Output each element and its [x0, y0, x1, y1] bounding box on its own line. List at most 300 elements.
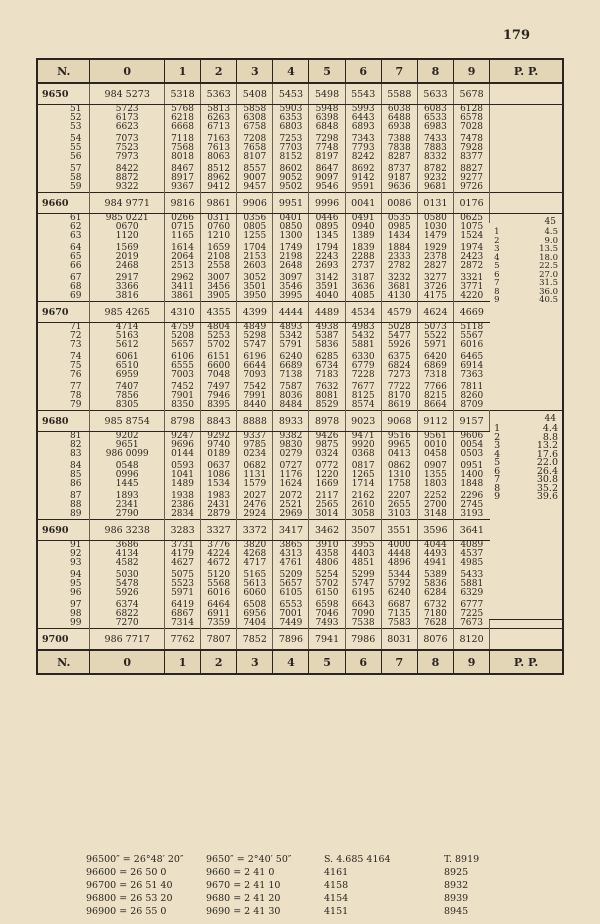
log-value: 1041 [164, 471, 200, 480]
log-value: 2064 [164, 253, 200, 262]
pp-value: 13.2 [536, 440, 558, 451]
log-value: 7587 [273, 383, 309, 392]
log-value: 5433 [460, 570, 484, 580]
table-row [38, 183, 562, 193]
footer-digit: 2 [201, 650, 237, 673]
pp-block [490, 411, 562, 620]
log-value: 8933 [273, 411, 309, 432]
note-value: 4154 [324, 893, 349, 904]
row-number: 9650 [38, 83, 90, 105]
log-value: 7497 [201, 383, 237, 392]
log-value: 7363 [460, 370, 484, 380]
log-value: 8962 [201, 174, 237, 183]
log-value: 5118 [460, 322, 484, 332]
log-value: 8063 [201, 153, 237, 162]
log-value: 6959 [90, 371, 165, 380]
log-value: 6822 [90, 610, 165, 619]
row-number: 74 [38, 353, 90, 362]
log-value: 4941 [417, 559, 453, 568]
row-number: 52 [38, 114, 90, 123]
log-value: 7523 [90, 144, 165, 153]
log-value: 2969 [273, 510, 309, 520]
log-value: 8197 [309, 153, 345, 162]
log-value: 6777 [460, 600, 484, 610]
log-value: 3726 [417, 283, 453, 292]
log-value: 9337 [237, 432, 273, 442]
log-value: 2423 [460, 252, 484, 262]
log-value: 2962 [164, 274, 200, 283]
log-value: 2341 [90, 501, 165, 510]
row-number: 56 [38, 153, 90, 162]
log-value: 9068 [381, 411, 417, 432]
log-value: 4224 [201, 550, 237, 559]
log-value: 8395 [201, 401, 237, 411]
log-value: 7901 [164, 392, 200, 401]
log-value: 8260 [460, 391, 484, 401]
footer-digit: 1 [164, 650, 200, 673]
log-value: 0805 [237, 223, 273, 232]
log-value: 2610 [345, 501, 381, 510]
log-value: 2565 [309, 501, 345, 510]
table-row [38, 559, 562, 568]
log-value: 4355 [201, 302, 237, 323]
row-number: 75 [38, 362, 90, 371]
log-value: 4220 [460, 291, 484, 301]
log-value: 1848 [460, 479, 484, 489]
log-value: 5030 [90, 571, 165, 580]
log-value: 6353 [273, 114, 309, 123]
log-value: 9875 [309, 441, 345, 450]
log-value: 5478 [90, 580, 165, 589]
log-value: 7632 [309, 383, 345, 392]
pp-digit: 2 [494, 431, 501, 443]
log-value: 8602 [273, 165, 309, 174]
log-value: 3283 [164, 520, 200, 541]
pp-digit: 7 [494, 474, 501, 485]
log-value: 4717 [237, 559, 273, 568]
log-value: 3462 [309, 520, 345, 541]
log-value: 3507 [345, 520, 381, 541]
log-value: 6060 [237, 589, 273, 598]
log-value: 9007 [237, 174, 273, 183]
log-value: 7314 [164, 619, 200, 629]
log-value: 6510 [90, 362, 165, 371]
log-value: 0311 [201, 214, 237, 224]
log-value: 9142 [345, 174, 381, 183]
log-value: 4985 [460, 558, 484, 568]
row-number: 77 [38, 383, 90, 392]
log-value: 1884 [381, 244, 417, 253]
log-value: 1714 [345, 480, 381, 489]
log-value: 1165 [164, 232, 200, 241]
log-value: 6285 [309, 353, 345, 362]
log-value: 0041 [345, 193, 381, 214]
log-value: 4000 [381, 541, 417, 551]
row-number: 67 [38, 274, 90, 283]
log-value: 9052 [273, 174, 309, 183]
log-value: 3014 [309, 510, 345, 520]
log-value: 3007 [201, 274, 237, 283]
row-number: 84 [38, 462, 90, 471]
log-value: 2827 [417, 262, 453, 271]
log-value: 6329 [460, 588, 484, 598]
log-value: 1569 [90, 244, 165, 253]
log-value: 7003 [164, 371, 200, 380]
log-value: 6195 [345, 589, 381, 598]
row-number: 65 [38, 253, 90, 262]
log-value: 0593 [164, 462, 200, 471]
log-value: 0817 [345, 462, 381, 471]
log-value: 2513 [164, 262, 200, 271]
table-body [38, 83, 562, 650]
log-value: 6956 [237, 610, 273, 619]
log-value: 8332 [417, 153, 453, 162]
log-value: 4310 [164, 302, 200, 323]
log-value: 7748 [309, 144, 345, 153]
note-value: 96900 = 26 55 0 [86, 906, 167, 917]
log-value: 8782 [417, 165, 453, 174]
log-value: 8843 [201, 411, 237, 432]
log-value: 4579 [381, 302, 417, 323]
log-value: 0535 [381, 214, 417, 224]
log-value: 9965 [381, 441, 417, 450]
log-value: 4399 [237, 302, 273, 323]
pp-value: 27.0 [539, 269, 558, 280]
log-value: 6016 [201, 589, 237, 598]
log-value: 4761 [273, 559, 309, 568]
header-digit: 9 [453, 60, 489, 83]
log-value: 0727 [273, 462, 309, 471]
log-value: 2108 [201, 253, 237, 262]
pp-value: 36.0 [539, 286, 558, 297]
log-value: 1749 [273, 244, 309, 253]
log-value: 7452 [164, 383, 200, 392]
log-value: 6464 [201, 601, 237, 610]
note-value: 8945 [444, 906, 469, 917]
log-value: 7388 [381, 135, 417, 144]
log-value: 3372 [237, 520, 273, 541]
log-value: 8215 [417, 392, 453, 401]
log-value: 986 0099 [90, 450, 165, 459]
log-value: 7793 [345, 144, 381, 153]
log-value: 4806 [309, 559, 345, 568]
log-value: 0580 [417, 214, 453, 224]
row-number: 81 [38, 432, 90, 442]
log-value: 8242 [345, 153, 381, 162]
log-value: 6150 [309, 589, 345, 598]
row-number: 98 [38, 610, 90, 619]
pp-empty [490, 193, 562, 214]
log-value: 2603 [237, 262, 273, 271]
table-row [38, 292, 562, 302]
row-number: 9660 [38, 193, 90, 214]
row-number: 62 [38, 223, 90, 232]
table-row [38, 262, 562, 271]
log-value: 9516 [381, 432, 417, 442]
log-value: 1983 [201, 492, 237, 501]
log-value: 6173 [90, 114, 165, 123]
log-value: 4358 [309, 550, 345, 559]
row-number: 51 [38, 105, 90, 115]
log-value: 4896 [381, 559, 417, 568]
log-value: 7928 [453, 144, 489, 153]
log-value: 2558 [201, 262, 237, 271]
log-value: 5075 [164, 571, 200, 580]
log-value: 1803 [417, 480, 453, 489]
log-value: 7973 [90, 153, 165, 162]
log-value: 4085 [345, 292, 381, 302]
log-value: 2162 [345, 492, 381, 501]
row-number: 76 [38, 371, 90, 380]
log-value: 3052 [237, 274, 273, 283]
log-value: 5543 [345, 83, 381, 105]
log-value: 7001 [273, 610, 309, 619]
log-value: 5702 [201, 341, 237, 350]
log-value: 8709 [460, 400, 484, 410]
log-value: 7138 [273, 371, 309, 380]
log-value: 0503 [460, 449, 484, 459]
log-value: 5792 [381, 580, 417, 589]
log-value: 9471 [345, 432, 381, 442]
pp-empty [490, 123, 562, 132]
row-number: 95 [38, 580, 90, 589]
row-number: 78 [38, 392, 90, 401]
log-value: 6308 [237, 114, 273, 123]
row-number: 96 [38, 589, 90, 598]
log-value: 7941 [309, 629, 345, 651]
log-value: 0144 [164, 450, 200, 459]
log-value: 6555 [164, 362, 200, 371]
log-value: 7225 [460, 609, 484, 619]
log-value: 2153 [237, 253, 273, 262]
log-value: 7838 [381, 144, 417, 153]
log-value: 2243 [309, 253, 345, 262]
log-value: 6374 [90, 601, 165, 610]
log-value: 5299 [345, 571, 381, 580]
row-number: 9700 [38, 629, 90, 651]
log-value: 8647 [309, 165, 345, 174]
log-value: 9367 [164, 183, 200, 193]
log-value: 1794 [309, 244, 345, 253]
log-value: 4624 [417, 302, 453, 323]
log-value: 8619 [381, 401, 417, 411]
note-value: S. 4.685 4164 [324, 854, 391, 865]
log-value: 5453 [273, 83, 309, 105]
log-value: 0279 [273, 450, 309, 459]
log-value: 1131 [237, 471, 273, 480]
log-value: 6375 [381, 353, 417, 362]
log-value: 3501 [237, 283, 273, 292]
log-value: 3955 [345, 541, 381, 551]
table-major-row [38, 302, 562, 323]
log-value: 986 7717 [90, 629, 165, 651]
row-number: 71 [38, 323, 90, 333]
log-value: 5657 [273, 580, 309, 589]
table-major-row [38, 83, 562, 105]
log-value: 7046 [309, 610, 345, 619]
log-value: 2027 [237, 492, 273, 501]
log-value: 3681 [381, 283, 417, 292]
log-value: 9816 [164, 193, 200, 214]
log-value: 0234 [237, 450, 273, 459]
log-value: 3731 [164, 541, 200, 551]
pp-digit: 8 [494, 482, 501, 494]
log-value: 0850 [273, 223, 309, 232]
log-value: 4089 [460, 540, 484, 550]
log-value: 8018 [164, 153, 200, 162]
log-value: 3636 [345, 283, 381, 292]
log-value: 8120 [453, 629, 489, 651]
note-value: 8925 [444, 867, 469, 878]
log-value: 9906 [237, 193, 273, 214]
log-value: 5432 [345, 332, 381, 341]
log-value: 3366 [90, 283, 165, 292]
note-value: 9670 = 2 41 10 [206, 880, 281, 891]
pp-empty [490, 144, 562, 153]
pp-value: 18.0 [539, 252, 558, 263]
log-value: 7048 [201, 371, 237, 380]
log-value: 8557 [237, 165, 273, 174]
log-value: 6151 [201, 353, 237, 362]
log-value: 0760 [201, 223, 237, 232]
log-value: 1839 [345, 244, 381, 253]
log-value: 6732 [417, 601, 453, 610]
log-value: 8076 [417, 629, 453, 651]
log-value: 1265 [345, 471, 381, 480]
log-value: 0176 [453, 193, 489, 214]
pp-digit: 9 [494, 295, 500, 305]
log-value: 1489 [164, 480, 200, 489]
log-value: 0413 [381, 450, 417, 459]
log-value: 5522 [417, 332, 453, 341]
log-value: 1938 [164, 492, 200, 501]
log-value: 5881 [460, 579, 484, 589]
log-value: 9561 [417, 432, 453, 442]
log-value: 985 8754 [90, 411, 165, 432]
log-value: 8574 [345, 401, 381, 411]
log-value: 2386 [164, 501, 200, 510]
log-value: 0670 [90, 223, 165, 232]
log-value: 7135 [381, 610, 417, 619]
log-value: 1534 [201, 480, 237, 489]
log-value: 2288 [345, 253, 381, 262]
log-value: 9112 [417, 411, 453, 432]
log-value: 5993 [345, 105, 381, 115]
row-number: 86 [38, 480, 90, 489]
log-value: 6600 [201, 362, 237, 371]
row-number: 94 [38, 571, 90, 580]
row-number: 66 [38, 262, 90, 271]
log-value: 1355 [417, 471, 453, 480]
pp-value: 4.4 [542, 423, 558, 434]
log-value: 9740 [201, 441, 237, 450]
log-value: 3327 [201, 520, 237, 541]
pp-value: 26.4 [536, 465, 558, 477]
header-digit: 7 [381, 60, 417, 83]
log-value: 4851 [345, 559, 381, 568]
note-value: 8932 [444, 880, 469, 891]
header-digit: 5 [309, 60, 345, 83]
note-value: 96600 = 26 50 0 [86, 867, 167, 878]
log-value: 1310 [381, 471, 417, 480]
log-value: 8917 [164, 174, 200, 183]
log-value: 8467 [164, 165, 200, 174]
log-value: 2917 [90, 274, 165, 283]
log-value: 5408 [237, 83, 273, 105]
log-value: 6914 [460, 361, 484, 371]
row-number: 69 [38, 292, 90, 302]
row-number: 64 [38, 244, 90, 253]
log-value: 5836 [309, 341, 345, 350]
table-row [38, 401, 562, 411]
log-value: 8692 [345, 165, 381, 174]
log-value: 7273 [381, 371, 417, 380]
log-value: 3865 [273, 541, 309, 551]
log-value: 6330 [345, 353, 381, 362]
log-value: 7722 [381, 383, 417, 392]
table-major-row [38, 629, 562, 651]
pp-digit: 4 [494, 448, 501, 460]
log-value: 9606 [460, 431, 484, 441]
table-row [38, 510, 562, 520]
log-value: 7991 [237, 392, 273, 401]
log-value: 7318 [417, 371, 453, 380]
log-value: 0772 [309, 462, 345, 471]
log-value: 8031 [381, 629, 417, 651]
log-value: 6038 [381, 105, 417, 115]
pp-empty [490, 114, 562, 123]
pp-empty [490, 629, 562, 651]
log-value: 5747 [345, 580, 381, 589]
log-value: 9546 [309, 183, 345, 193]
log-value: 985 4265 [90, 302, 165, 323]
log-value: 0368 [345, 450, 381, 459]
log-value: 5387 [309, 332, 345, 341]
log-value: 5163 [90, 332, 165, 341]
log-value: 6240 [273, 353, 309, 362]
log-value: 5523 [164, 580, 200, 589]
note-value: 9680 = 2 41 20 [206, 893, 281, 904]
table-footer [38, 650, 562, 673]
log-value: 4313 [273, 550, 309, 559]
pp-empty [490, 135, 562, 144]
log-value: 2737 [345, 262, 381, 271]
pp-value: 22.0 [536, 457, 558, 468]
log-value: 2655 [381, 501, 417, 510]
log-value: 2879 [201, 510, 237, 520]
log-value: 9830 [273, 441, 309, 450]
pp-value: 31.5 [539, 278, 558, 288]
footer-digit: 3 [237, 650, 273, 673]
pp-row [494, 296, 560, 305]
log-value: 7090 [345, 610, 381, 619]
log-value: 3097 [273, 274, 309, 283]
log-value: 9322 [90, 183, 165, 193]
row-number: 88 [38, 501, 90, 510]
log-value: 2378 [417, 253, 453, 262]
log-value: 7766 [417, 383, 453, 392]
log-value: 5254 [309, 571, 345, 580]
log-value: 8377 [453, 153, 489, 162]
log-value: 2072 [273, 492, 309, 501]
pp-digit: 9 [494, 491, 501, 502]
log-value: 6578 [453, 114, 489, 123]
log-value: 3820 [237, 541, 273, 551]
log-value: 7811 [460, 382, 484, 392]
note-value: 4161 [324, 867, 349, 878]
header-digit: 2 [201, 60, 237, 83]
log-value: 1479 [417, 232, 453, 241]
